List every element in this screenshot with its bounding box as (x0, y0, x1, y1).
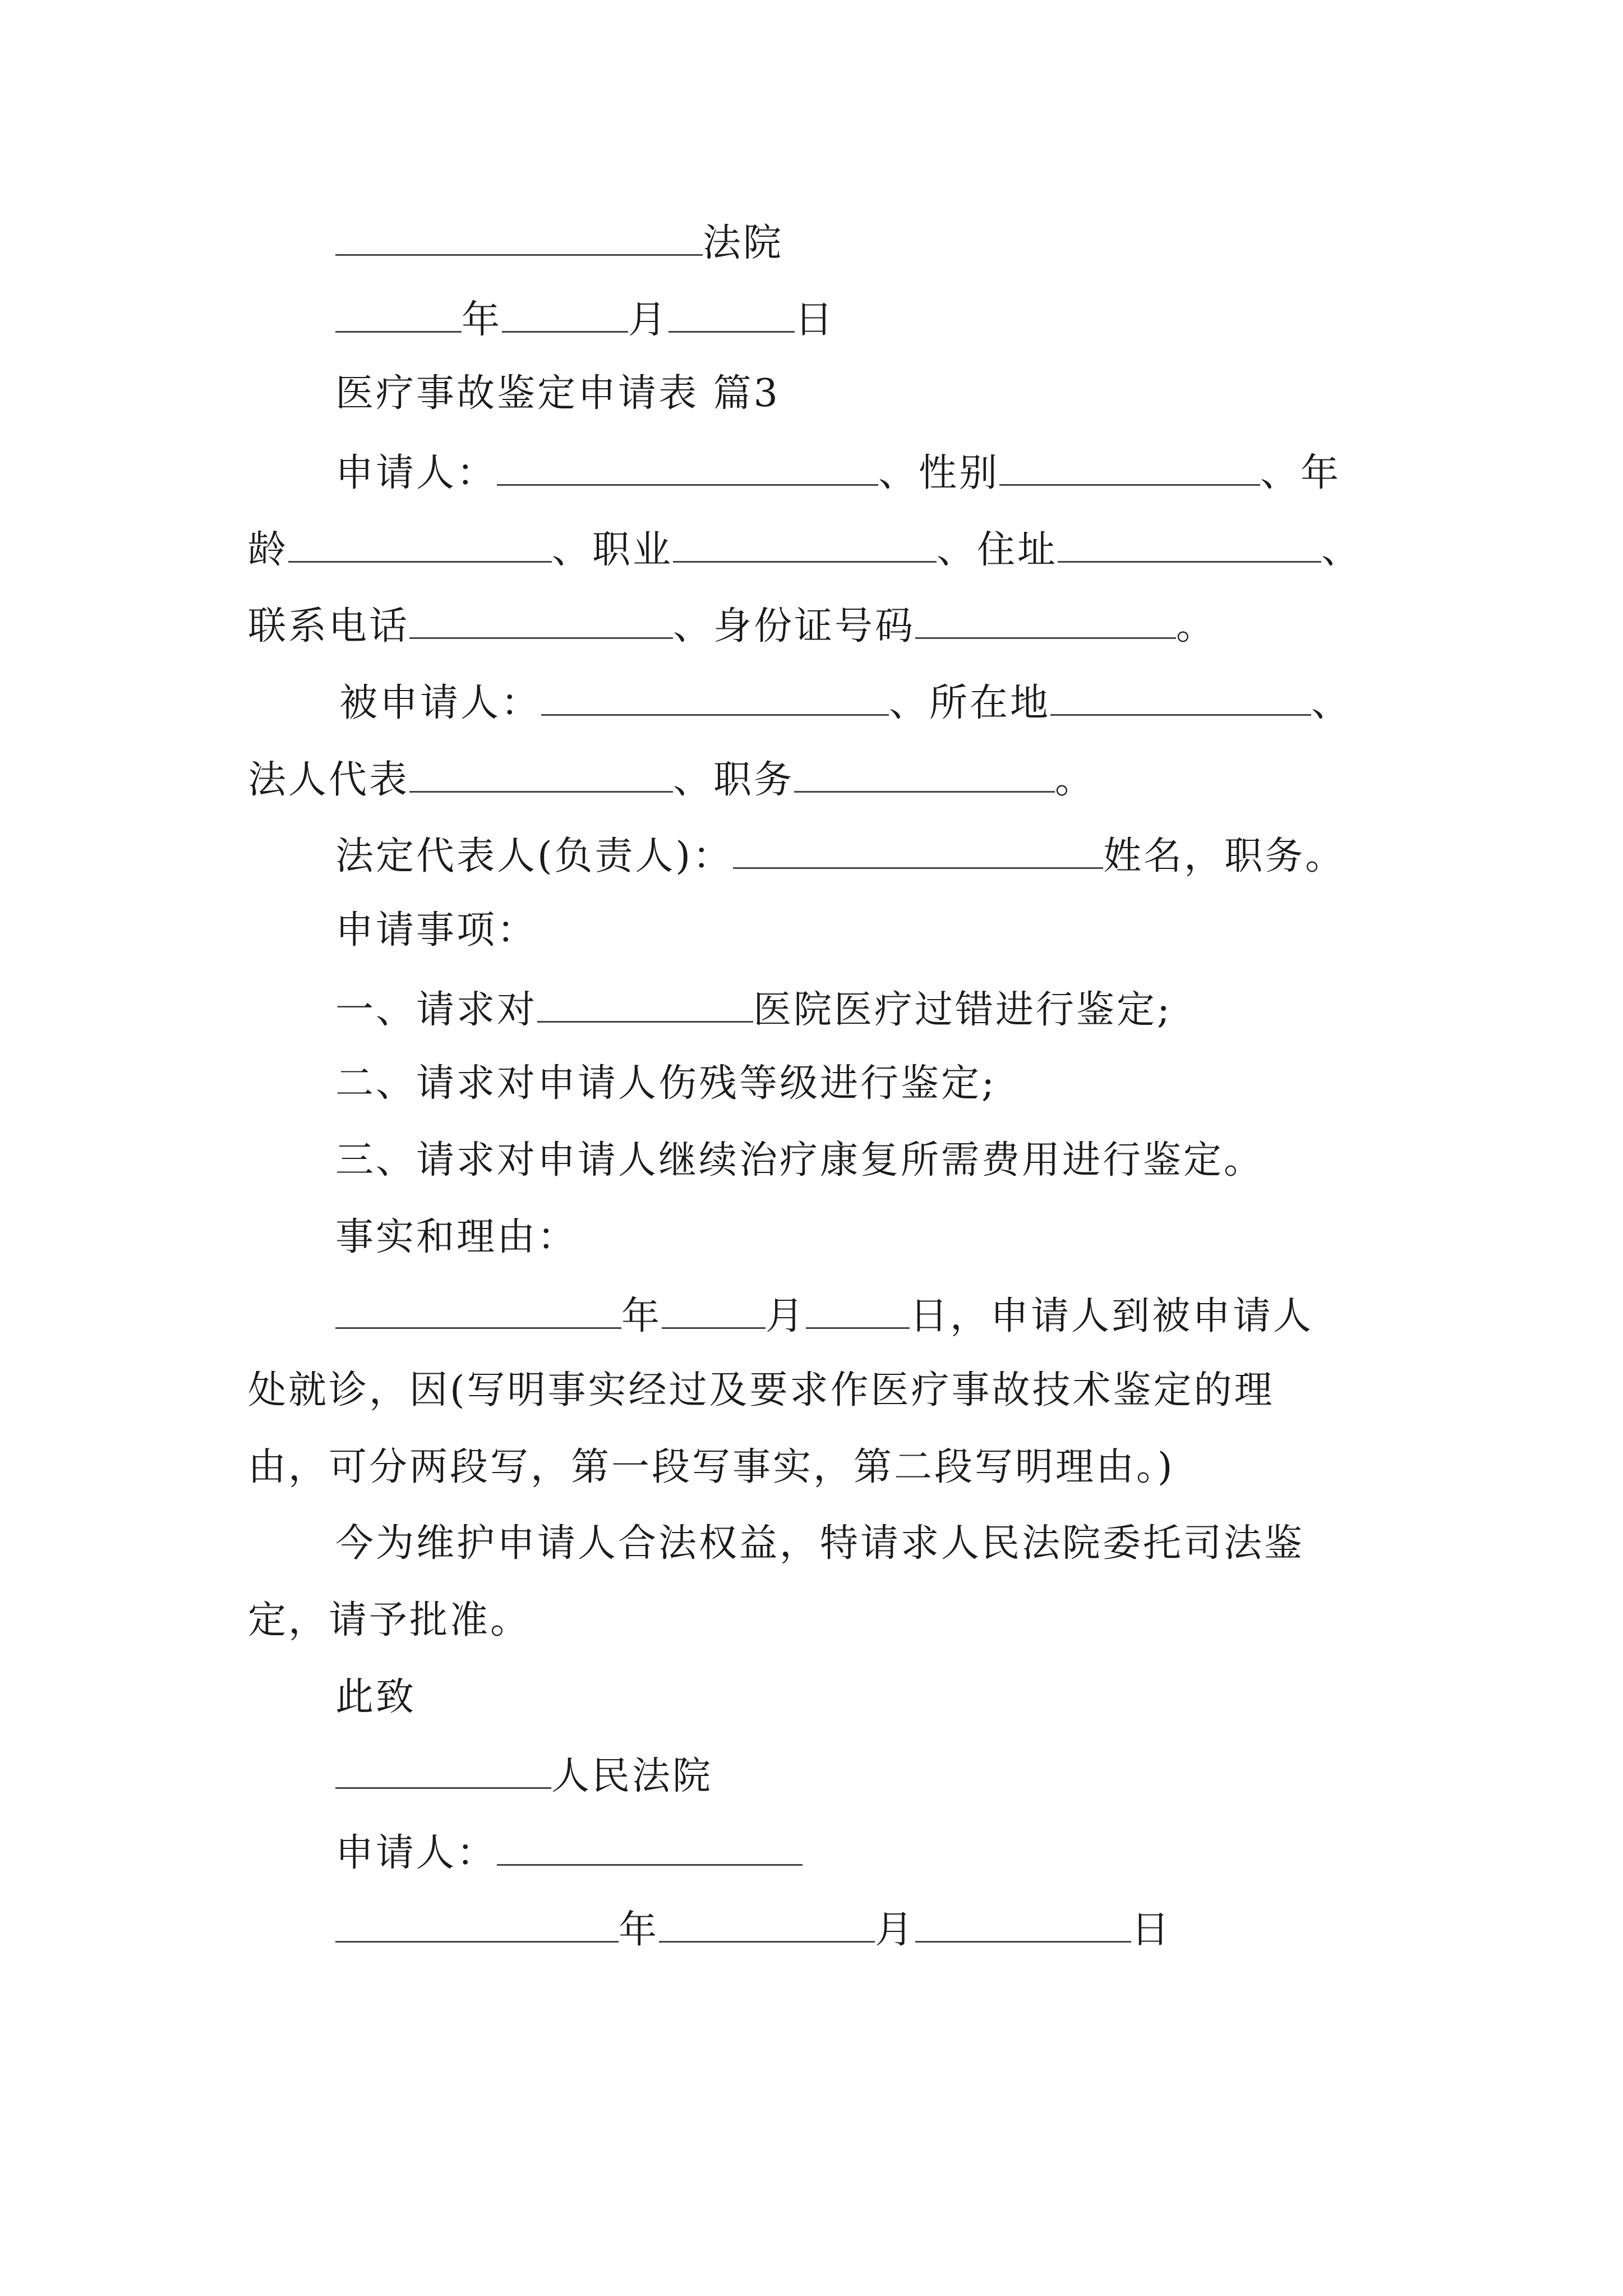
occupation-label: 、职业 (552, 528, 674, 572)
phone-label: 联系电话 (248, 604, 410, 648)
year-label: 年 (619, 1908, 660, 1952)
applicant-line-1 (335, 452, 1341, 493)
salutation: 此致 (335, 1675, 417, 1719)
blank-field (662, 1295, 766, 1329)
facts-line-2: 处就诊，因(写明事实经过及要求作医疗事故技术鉴定的理 (248, 1368, 1275, 1412)
legal-representative-label: 法定代表人(负责人)： (335, 834, 734, 878)
facts-heading: 事实和理由： (335, 1215, 578, 1259)
position-label: 、职务 (673, 758, 795, 802)
age-label: 、年 (1260, 451, 1341, 495)
separator: 、 (1321, 528, 1362, 572)
blank-field (497, 452, 878, 486)
blank-field (288, 528, 552, 563)
age-label-cont: 龄 (248, 528, 289, 572)
facts-line-3: 由，可分两段写，第一段写事实，第二段写明理由。) (248, 1445, 1175, 1489)
blank-field (668, 298, 795, 333)
recipient-court-line (335, 1755, 713, 1796)
separator: 、 (1311, 681, 1352, 725)
blank-field (335, 1908, 619, 1943)
blank-field (733, 835, 1103, 869)
blank-field (335, 298, 462, 333)
month-label: 月 (628, 298, 669, 342)
blank-field (915, 605, 1176, 639)
blank-field (497, 1832, 803, 1866)
applicant-label: 申请人： (335, 451, 497, 495)
section-title: 医疗事故鉴定申请表 篇3 (335, 371, 780, 416)
blank-field (673, 528, 937, 563)
blank-field (806, 1295, 910, 1329)
year-label: 年 (462, 298, 502, 342)
court-text: 法院 (703, 221, 784, 265)
respondent-label: 被申请人： (339, 681, 542, 725)
matter-item-2: 二、请求对申请人伤残等级进行鉴定; (335, 1061, 997, 1106)
matter-item-1-pre: 一、请求对 (335, 988, 538, 1032)
blank-field (1058, 528, 1321, 563)
blank-field (502, 298, 628, 333)
applicant-line-3 (248, 605, 1216, 646)
location-label: 、所在地 (889, 681, 1051, 725)
period: 。 (1176, 604, 1217, 648)
blank-field (1050, 682, 1311, 716)
blank-field (409, 758, 673, 793)
matter-item-1 (335, 988, 1172, 1032)
matter-item-3: 三、请求对申请人继续治疗康复所需费用进行鉴定。 (335, 1138, 1265, 1182)
legal-rep-label: 法人代表 (248, 758, 410, 802)
respondent-line-1 (339, 682, 1352, 723)
blank-field (335, 222, 703, 256)
facts-line-1 (335, 1295, 1313, 1336)
year-label: 年 (621, 1294, 662, 1338)
blank-field (541, 682, 889, 716)
matters-heading: 申请事项： (335, 908, 538, 953)
closing-line-2: 定，请予批准。 (248, 1598, 531, 1642)
day-label: 日 (1131, 1908, 1172, 1952)
legal-representative-line (335, 835, 1345, 876)
name-position-label: 姓名，职务。 (1103, 834, 1346, 878)
signature-line (335, 1831, 803, 1875)
month-label: 月 (875, 1908, 916, 1952)
blank-field (999, 452, 1260, 486)
address-label: 、住址 (937, 528, 1058, 572)
recipient-court-text: 人民法院 (551, 1754, 713, 1798)
facts-day-text: 日，申请人到被申请人 (910, 1294, 1314, 1338)
gender-label: 、性别 (878, 451, 1000, 495)
id-number-label: 、身份证号码 (673, 604, 916, 648)
date-line (335, 298, 836, 342)
blank-field (335, 1755, 551, 1789)
signature-label: 申请人： (335, 1831, 497, 1875)
blank-field (335, 1295, 621, 1329)
court-line (335, 222, 783, 263)
month-label: 月 (766, 1294, 806, 1338)
final-date-line (335, 1908, 1172, 1952)
closing-line-1: 今为维护申请人合法权益，特请求人民法院委托司法鉴 (335, 1521, 1305, 1566)
matter-item-1-post: 医院医疗过错进行鉴定; (753, 988, 1172, 1032)
period: 。 (1055, 758, 1096, 802)
applicant-line-2 (248, 528, 1362, 572)
blank-field (659, 1908, 875, 1943)
blank-field (794, 758, 1055, 793)
blank-field (537, 988, 753, 1023)
day-label: 日 (795, 298, 836, 342)
respondent-line-2 (248, 758, 1096, 802)
blank-field (915, 1908, 1131, 1943)
blank-field (409, 605, 673, 639)
